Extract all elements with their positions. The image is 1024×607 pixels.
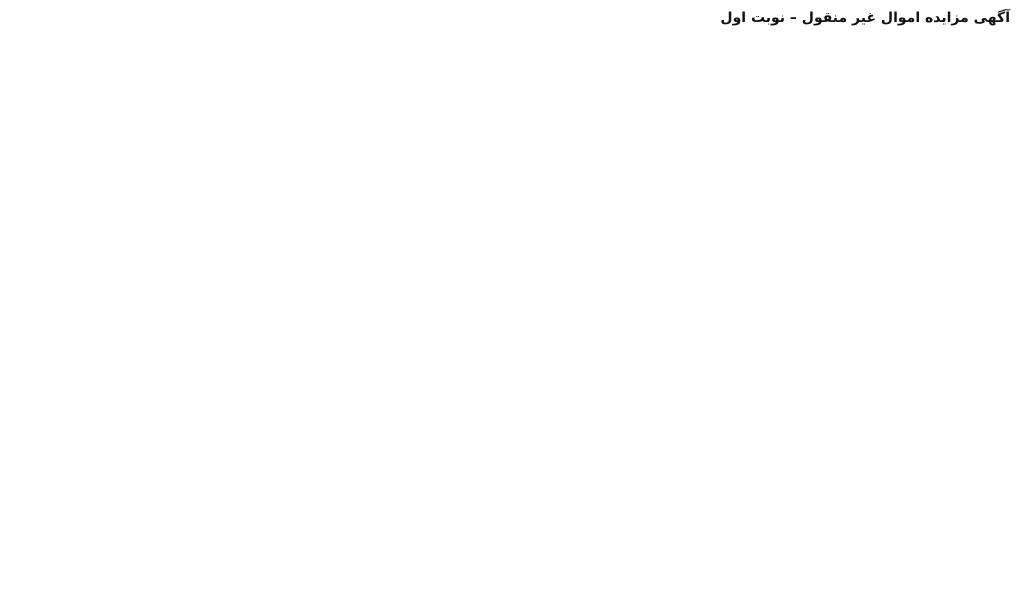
- notice-title: آگهی مزایده اموال غیر منقول – نوبت اول: [720, 10, 1010, 26]
